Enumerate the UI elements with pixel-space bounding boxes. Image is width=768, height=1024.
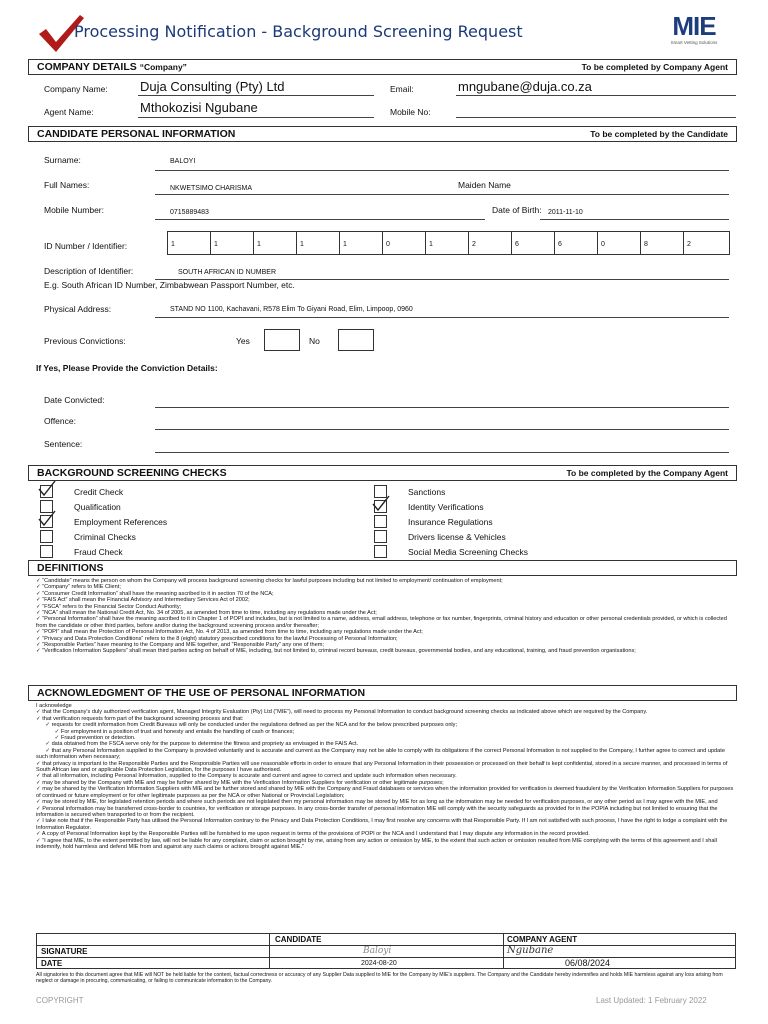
id-digit-box[interactable]: 6 [511, 231, 555, 255]
checkmark-icon [37, 510, 57, 528]
candidate-date[interactable]: 2024-08-20 [361, 960, 397, 967]
checks-note: To be completed by the Company Agent [566, 468, 728, 478]
qualification-label: Qualification [74, 502, 121, 512]
date-convicted-label: Date Convicted: [44, 395, 105, 405]
dob-value[interactable]: 2011-11-10 [548, 209, 583, 216]
definition-item: ✓ “Company” refers to MIE Client; [36, 584, 121, 591]
ack-item: ✓ that all information, including Personal Information, supplied to the Company is accurate and current and agree to correct and update such information when necessary. [36, 773, 457, 780]
ack-item: ✓ A copy of Personal Information kept by the Responsible Parties will be furnished to me upon request in terms of the provisions of POPI or the NCA and I understand that I may dispute any information in the record provided. [36, 831, 590, 838]
ack-heading [28, 685, 737, 701]
ack-item: ✓ requests for credit information from Credit Bureaus will only be conducted under the regulations defined as per the NCA and for the below prescribed purposes only; [36, 722, 458, 729]
id-digit-box[interactable]: 0 [597, 231, 641, 255]
disclaimer: All signatories to this document agree that MIE will NOT be held liable for the content, factual correctness or accuracy of any Supplier Data supplied to MIE for the Company by MIE's suppliers. The Company and the Candidate hereby indemnifies and holds MIE harmless against any loss arising from neglect or damage in procuring, communicating, or failing to communicate information to the Company. [36, 972, 723, 984]
mie-logo [660, 12, 728, 52]
definitions-heading-text: DEFINITIONS [37, 562, 104, 574]
checks-heading-text: BACKGROUND SCREENING CHECKS [37, 467, 227, 479]
ack-item: I acknowledge [36, 703, 72, 709]
candidate-heading [28, 126, 737, 142]
page-title: Processing Notification - Background Screening Request [74, 22, 523, 41]
last-updated: Last Updated: 1 February 2022 [596, 996, 707, 1005]
fraud-check-label: Fraud Check [74, 547, 123, 557]
id-digit-box[interactable]: 1 [253, 231, 297, 255]
yes-label: Yes [236, 336, 250, 346]
definition-item: ✓ “NCA” shall mean the National Credit Act, No. 34 of 2005, as amended from time to time, including any regulations made under the Act; [36, 610, 377, 617]
sentence-label: Sentence: [44, 439, 83, 449]
ack-item: ✓ Fraud prevention or detection. [36, 735, 136, 742]
credit-check-label: Credit Check [74, 487, 124, 497]
sanctions-label: Sanctions [408, 487, 446, 497]
agent-column-head: COMPANY AGENT [507, 935, 578, 944]
ack-item: ✓ that any Personal Information supplied to the Company is provided voluntarily and is accurate and current as the Company may not be able to comply with its obligations if the correct Personal Information is not supplied to the Company, I further agree to correct and update such information when necessary; [36, 747, 727, 761]
mobile-number-value[interactable]: 0715889483 [170, 209, 209, 216]
ack-item: ✓ “I agree that MIE, to the extent permitted by law, will not be liable for any complaint, claim or action brought by me, arising from any action or omission by MIE, to the extent that such action or omission resulted from MIE complying with the terms of this agreement and I shall indemnify, hold harmless and defend MIE from and against any such claims or actions brought against MIE.” [36, 837, 719, 850]
signature-row-label: SIGNATURE [41, 947, 88, 956]
definition-item: ✓ “Responsible Parties” have meaning to the Company and MIE together, and “Responsible Party” any one of them; [36, 642, 324, 649]
ack-item: ✓ that privacy is important to the Responsible Parties and the Responsible Parties will use reasonable efforts in order to ensure that any Personal Information in their possession or processed on their behalf is kept confidential, stored in a secure manner, and processed in terms of South African law and or applicable Data Protection Legislation, for the purposes I have authorised. [36, 760, 729, 774]
drivers-license-checkbox[interactable] [374, 530, 387, 543]
agent-name-value[interactable]: Mthokozisi Ngubane [140, 100, 258, 115]
ack-item: ✓ may be shared by the Company with MIE and may be further shared by MIE with the Verification Information Suppliers for verification or other legitimate purposes; [36, 779, 444, 786]
checkmark-icon [371, 495, 391, 513]
dob-label: Date of Birth: [492, 205, 542, 215]
candidate-column-head: CANDIDATE [275, 935, 322, 944]
ack-item: ✓ may be stored by MIE, for legislated retention periods and where such periods are not legislated then my personal information may be stored by MIE for as long as the information may be needed for verification purposes, or any other period as I may agree with the MIE, and [36, 799, 718, 806]
company-name-value[interactable]: Duja Consulting (Pty) Ltd [140, 79, 285, 94]
definition-item: ✓ “Privacy and Data Protection Conditions” refers to the 8 (eight) statutory prescribed conditions for the lawful Processing of Personal Information; [36, 635, 398, 642]
drivers-license-label: Drivers license & Vehicles [408, 532, 506, 542]
id-digit-box[interactable]: 0 [382, 231, 426, 255]
criminal-checks-checkbox[interactable] [40, 530, 53, 543]
employment-references-label: Employment References [74, 517, 168, 527]
insurance-regulations-checkbox[interactable] [374, 515, 387, 528]
ack-heading-text: ACKNOWLEDGMENT OF THE USE OF PERSONAL INFORMATION [37, 687, 366, 699]
mie-logo-text: MIE [672, 11, 716, 41]
company-heading-sub: “Company” [139, 62, 187, 72]
company-name-label: Company Name: [44, 84, 108, 94]
address-value[interactable]: STAND NO 1100, Kachavani, R578 Elim To Giyani Road, Elim, Limpoop, 0960 [170, 306, 413, 313]
id-digit-box[interactable]: 8 [640, 231, 684, 255]
ack-item: ✓ may be shared by the Verification Information Suppliers with MIE and be further stored and shared by MIE with the Company and Fraud databases or services when the information provided for verification is deemed fraudulent by the Verification Information Suppliers for purposes of continued or future employment or for other legitimate purposes as per the NCA or other National or Provincial Legislation; [36, 786, 735, 799]
company-note: To be completed by Company Agent [581, 62, 728, 72]
criminal-checks-label: Criminal Checks [74, 532, 136, 542]
definitions-heading [28, 560, 737, 576]
fraud-check-checkbox[interactable] [40, 545, 53, 558]
company-details-heading [28, 59, 737, 75]
email-label: Email: [390, 84, 414, 94]
date-row-label: DATE [41, 959, 63, 968]
fullnames-label: Full Names: [44, 180, 90, 190]
signature-table [36, 933, 736, 969]
id-digit-box[interactable]: 1 [339, 231, 383, 255]
no-label: No [309, 336, 320, 346]
copyright: COPYRIGHT [36, 996, 84, 1005]
agent-name-label: Agent Name: [44, 107, 94, 117]
social-media-checkbox[interactable] [374, 545, 387, 558]
id-digit-box[interactable]: 6 [554, 231, 598, 255]
definition-item: ✓ “POPI” shall mean the Protection of Personal Information Act, No. 4 of 2013, as amended from time to time, including any regulations made under the Act; [36, 629, 423, 636]
email-value[interactable]: mngubane@duja.co.za [458, 79, 592, 94]
company-heading-text: COMPANY DETAILS [37, 61, 137, 73]
conviction-details-label: If Yes, Please Provide the Conviction Details: [36, 363, 218, 373]
identity-verifications-label: Identity Verifications [408, 502, 484, 512]
ack-item: ✓ For employment in a position of trust and honesty and entails the handling of cash or finances; [36, 728, 295, 735]
ack-item: ✓ that the Company's duly authorized verification agent, Managed Integrity Evaluation (Pty) Ltd (“MIE”), will need to process my Personal Information to conduct background screening checks as indicated above which are required by the Company. [36, 709, 648, 716]
definition-item: ✓ “FSCA” refers to the Financial Sector Conduct Authority; [36, 603, 182, 610]
id-digit-box[interactable]: 1 [425, 231, 469, 255]
id-digit-box[interactable]: 1 [296, 231, 340, 255]
id-digit-box[interactable]: 2 [468, 231, 512, 255]
id-digit-box[interactable]: 1 [167, 231, 211, 255]
convictions-yes-box[interactable] [264, 329, 300, 351]
surname-label: Surname: [44, 155, 81, 165]
insurance-regulations-label: Insurance Regulations [408, 517, 493, 527]
checks-heading [28, 465, 737, 481]
convictions-label: Previous Convictions: [44, 336, 126, 346]
id-desc-example: E.g. South African ID Number, Zimbabwean Passport Number, etc. [44, 280, 295, 290]
candidate-signature[interactable]: Baloyi [363, 946, 392, 956]
id-number-label: ID Number / Identifier: [44, 241, 128, 251]
definition-item: ✓ “Verification Information Suppliers” shall mean third parties acting on behalf of MIE, including, but not limited to, criminal record bureaus, credit bureaus, governmental bodies, and any educational, training, and fraud prevention organisations; [36, 648, 636, 655]
agent-date[interactable]: 06/08/2024 [565, 958, 611, 968]
mie-logo-tagline: Smart Vetting Solutions [670, 40, 718, 45]
mobile-number-label: Mobile Number: [44, 205, 104, 215]
ack-list [36, 703, 736, 850]
address-label: Physical Address: [44, 304, 112, 314]
ack-item: ✓ Personal information may be transferred cross-border to countries, for verification or storage purposes. In any cross-border transfer of personal information MIE will comply with the security safeguards as provided for in the POPIA including but not limited to ensuring that the information is secured when transported to or from the recipient. [36, 805, 720, 818]
definition-item: ✓ “Candidate” means the person on whom the Company will process background screening checks for lawful purposes including but not limited to employment/ continuation of employment; [36, 578, 503, 584]
candidate-note: To be completed by the Candidate [590, 129, 728, 139]
candidate-heading-text: CANDIDATE PERSONAL INFORMATION [37, 128, 236, 140]
id-desc-value[interactable]: SOUTH AFRICAN ID NUMBER [178, 269, 277, 276]
fullnames-value[interactable]: NKWETSIMO CHARISMA [170, 185, 253, 192]
social-media-label: Social Media Screening Checks [408, 547, 529, 557]
surname-value[interactable]: BALOYI [170, 158, 196, 165]
ack-item: ✓ that verification requests form part of the background screening process and that: [36, 715, 244, 722]
mobile-label: Mobile No: [390, 107, 431, 117]
id-digit-box[interactable]: 2 [683, 231, 730, 255]
offence-label: Offence: [44, 416, 76, 426]
id-digit-box[interactable]: 1 [210, 231, 254, 255]
definition-item: ✓ “FAIS Act” shall mean the Financial Advisory and Intermediary Services Act of 2002; [36, 597, 250, 604]
definitions-list [36, 578, 736, 655]
id-desc-label: Description of Identifier: [44, 266, 134, 276]
definition-item: ✓ “Personal Information” shall have the meaning ascribed to it in Chapter 1 of POPI and includes, but is not limited to a name, address, email address, telephone or fax number, fingerprints, criminal history and education or other personal credentials provided, or which is collected from the candidate or other third parties, before and/or during the background screening process and/or thereafter; [36, 616, 727, 629]
maiden-label: Maiden Name [458, 180, 511, 190]
convictions-no-box[interactable] [338, 329, 374, 351]
agent-signature[interactable]: Ngubane [507, 945, 554, 956]
checkmark-icon [37, 480, 57, 498]
ack-item: ✓ I take note that if the Responsible Party has utilised the Personal Information contrary to the Privacy and Data Protection Conditions, I may first resolve any concerns with that Responsible Party. If I am not satisfied with such process, I have the right to lodge a complaint with the Information Regulator. [36, 818, 729, 831]
definition-item: ✓ “Consumer Credit Information” shall have the meaning ascribed to it in section 70 of the NCA; [36, 590, 274, 597]
ack-item: ✓ data obtained from the FSCA serve only for the purpose to determine the fitness and propriety as envisaged in the FAIS Act. [36, 741, 359, 748]
